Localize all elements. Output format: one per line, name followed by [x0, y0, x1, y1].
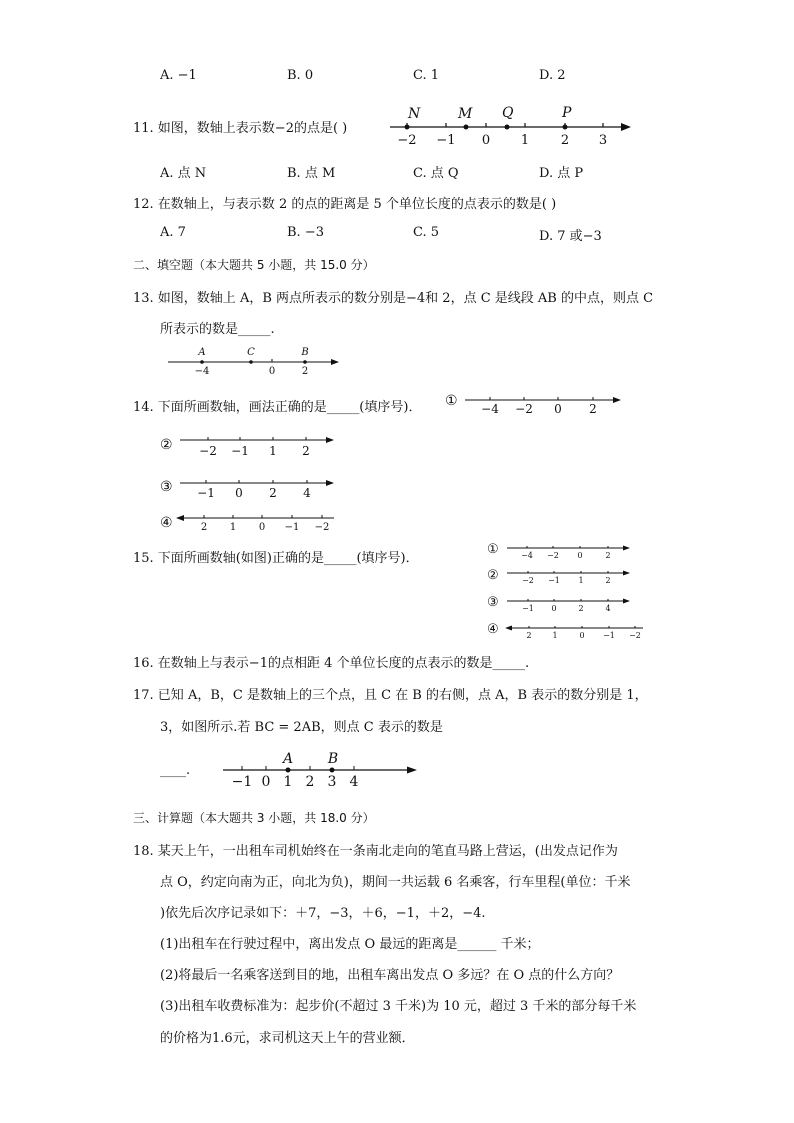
q13-number-line — [165, 343, 345, 378]
q14-axis-2-tick: −2 — [199, 444, 217, 458]
q11-tick-label: 0 — [481, 133, 491, 148]
q14-axis-4-label: ④ — [160, 515, 173, 531]
q12-option-b: B. −3 — [287, 225, 324, 240]
q10-option-a: A. −1 — [160, 68, 197, 83]
q17-tick-label: 2 — [305, 774, 315, 790]
q17-number-line — [220, 748, 420, 790]
q14-axis-4-tick: 2 — [200, 522, 208, 533]
q18-text-line1: 18. 某天上午，一出租车司机始终在一条南北走向的笔直马路上营运，(出发点记作为 — [133, 844, 618, 859]
q15-axis-2-tick: −2 — [522, 576, 534, 585]
q15-axis-4-tick: 0 — [579, 631, 585, 640]
q14-axis-3-label: ③ — [160, 479, 173, 495]
q12-option-d: D. 7 或−3 — [539, 229, 602, 244]
q14-axis-3 — [160, 474, 340, 504]
q15-axis-4-label: ④ — [487, 622, 499, 637]
q17-tick-label: −1 — [231, 774, 253, 790]
q18-text-line7: 的价格为1.6元，求司机这天上午的营业额． — [160, 1031, 415, 1046]
q11-point-p: P — [562, 105, 572, 121]
section-heading-calculation: 三、计算题（本大题共 3 小题，共 18.0 分） — [133, 811, 375, 825]
q10-option-d: D. 2 — [539, 68, 566, 83]
q14-axis-3-tick: −1 — [197, 486, 215, 500]
q17-point-a: A — [282, 751, 294, 767]
q13-point-a: A — [198, 347, 206, 358]
q15-axis-1-tick: −4 — [521, 551, 533, 560]
q11-tick-label: −1 — [436, 133, 456, 148]
q11-point-q: Q — [502, 105, 514, 121]
q15-axis-4-tick: 1 — [552, 631, 558, 640]
q17-text-line1: 17. 已知 A，B，C 是数轴上的三个点，且 C 在 B 的右侧，点 A，B 表示的数分别是 1， — [133, 688, 648, 703]
section-heading-fill-in: 二、填空题（本大题共 5 小题，共 15.0 分） — [133, 258, 375, 272]
q18-text-line5: (2)将最后一名乘客送到目的地，出租车离出发点 O 多远？在 O 点的什么方向？ — [160, 968, 620, 983]
q14-axis-1 — [445, 389, 625, 419]
q13-point-b: B — [301, 347, 309, 358]
q10-option-b: B. 0 — [287, 68, 314, 83]
q14-axis-4-tick: −2 — [314, 522, 330, 533]
q15-text: 15. 下面所画数轴(如图)正确的是_____(填序号)． — [133, 551, 419, 566]
q14-axis-1-tick: −4 — [481, 402, 499, 416]
q15-axis-2-tick: 1 — [578, 576, 584, 585]
q16-text: 16. 在数轴上与表示−1的点相距 4 个单位长度的点表示的数是_____. — [133, 656, 530, 671]
q15-axis-3-tick: 4 — [605, 604, 611, 613]
q14-axis-4-tick: 1 — [229, 522, 237, 533]
q15-axis-2-tick: 2 — [605, 576, 611, 585]
q14-axis-3-tick: 0 — [235, 486, 243, 500]
q14-axis-4-tick: 0 — [258, 522, 266, 533]
q17-point-b: B — [327, 751, 339, 767]
q14-axis-1-tick: −2 — [515, 402, 533, 416]
q14-axis-4 — [160, 510, 340, 536]
q15-axis-1-tick: 2 — [605, 551, 611, 560]
q13-text-line2: 所表示的数是_____. — [160, 322, 275, 337]
q15-number-lines — [487, 540, 641, 645]
q17-text-line2: 3，如图所示.若 BC = 2AB，则点 C 表示的数是 — [160, 720, 443, 735]
q14-axis-3-tick: 2 — [269, 486, 277, 500]
q15-axis-3-tick: 0 — [551, 604, 557, 613]
q12-text: 12. 在数轴上，与表示数 2 的点的距离是 5 个单位长度的点表示的数是( ) — [133, 197, 557, 212]
q17-tick-label: 3 — [327, 774, 337, 790]
q11-option-d: D. 点 P — [539, 166, 584, 181]
q14-axis-2-tick: 1 — [269, 444, 277, 458]
q12-option-a: A. 7 — [160, 225, 186, 240]
q14-axis-2 — [160, 432, 340, 462]
q15-axis-4-tick: −1 — [603, 631, 615, 640]
q11-point-m: M — [458, 106, 473, 122]
q14-axis-1-tick: 2 — [589, 402, 597, 416]
q14-axis-1-tick: 0 — [554, 402, 562, 416]
q15-axis-4-tick: 2 — [526, 631, 532, 640]
q11-tick-label: 3 — [598, 133, 608, 148]
q15-axis-2-tick: −1 — [548, 576, 560, 585]
q14-axis-2-tick: 2 — [302, 444, 310, 458]
q15-axis-3-label: ③ — [487, 595, 499, 610]
q11-tick-label: 2 — [560, 133, 570, 148]
q15-axis-1-tick: 0 — [577, 551, 583, 560]
q15-axis-2-label: ② — [487, 568, 499, 583]
q18-text-line4: (1)出租车在行驶过程中，离出发点 O 最远的距离是______ 千米； — [160, 937, 540, 952]
q11-number-line — [385, 100, 635, 150]
q17-text-line3: ____. — [160, 763, 191, 778]
q15-axis-3-tick: 2 — [578, 604, 584, 613]
q14-axis-2-tick: −1 — [231, 444, 249, 458]
q18-text-line6: (3)出租车收费标准为：起步价(不超过 3 千米)为 10 元，超过 3 千米的部分每千米 — [160, 999, 637, 1014]
q14-axis-1-label: ① — [445, 393, 458, 409]
q13-tick-label: 2 — [301, 366, 309, 377]
q15-axis-1-tick: −2 — [547, 551, 559, 560]
q14-axis-3-tick: 4 — [303, 486, 311, 500]
q15-axis-1-label: ① — [487, 542, 499, 557]
q13-tick-label: −4 — [194, 366, 210, 377]
q18-text-line2: 点 O，约定向南为正，向北为负)，期间一共运载 6 名乘客，行车里程(单位：千米 — [160, 875, 631, 890]
q14-axis-2-label: ② — [160, 437, 173, 453]
q17-tick-label: 1 — [283, 774, 293, 790]
q14-text: 14. 下面所画数轴，画法正确的是_____(填序号)． — [133, 400, 422, 415]
q11-option-c: C. 点 Q — [413, 166, 459, 181]
q13-point-c: C — [247, 347, 255, 358]
q18-text-line3: )依先后次序记录如下：＋7，−3，＋6，−1，＋2，−4. — [160, 906, 486, 921]
q17-tick-label: 0 — [261, 774, 271, 790]
q11-option-a: A. 点 N — [160, 166, 207, 181]
q11-tick-label: −2 — [397, 133, 417, 148]
q11-option-b: B. 点 M — [287, 166, 336, 181]
q15-axis-4-tick: −2 — [629, 631, 641, 640]
q17-tick-label: 4 — [349, 774, 359, 790]
q15-axis-3-tick: −1 — [522, 604, 534, 613]
q11-point-n: N — [408, 106, 421, 122]
q12-option-c: C. 5 — [413, 225, 440, 240]
q11-text: 11. 如图，数轴上表示数−2的点是( ) — [133, 121, 348, 136]
q10-option-c: C. 1 — [413, 68, 440, 83]
q13-text-line1: 13. 如图，数轴上 A，B 两点所表示的数分别是−4和 2，点 C 是线段 AB 的中点，则点 C — [133, 291, 654, 306]
q11-tick-label: 1 — [520, 133, 530, 148]
q13-tick-label: 0 — [268, 366, 276, 377]
q14-axis-4-tick: −1 — [284, 522, 300, 533]
